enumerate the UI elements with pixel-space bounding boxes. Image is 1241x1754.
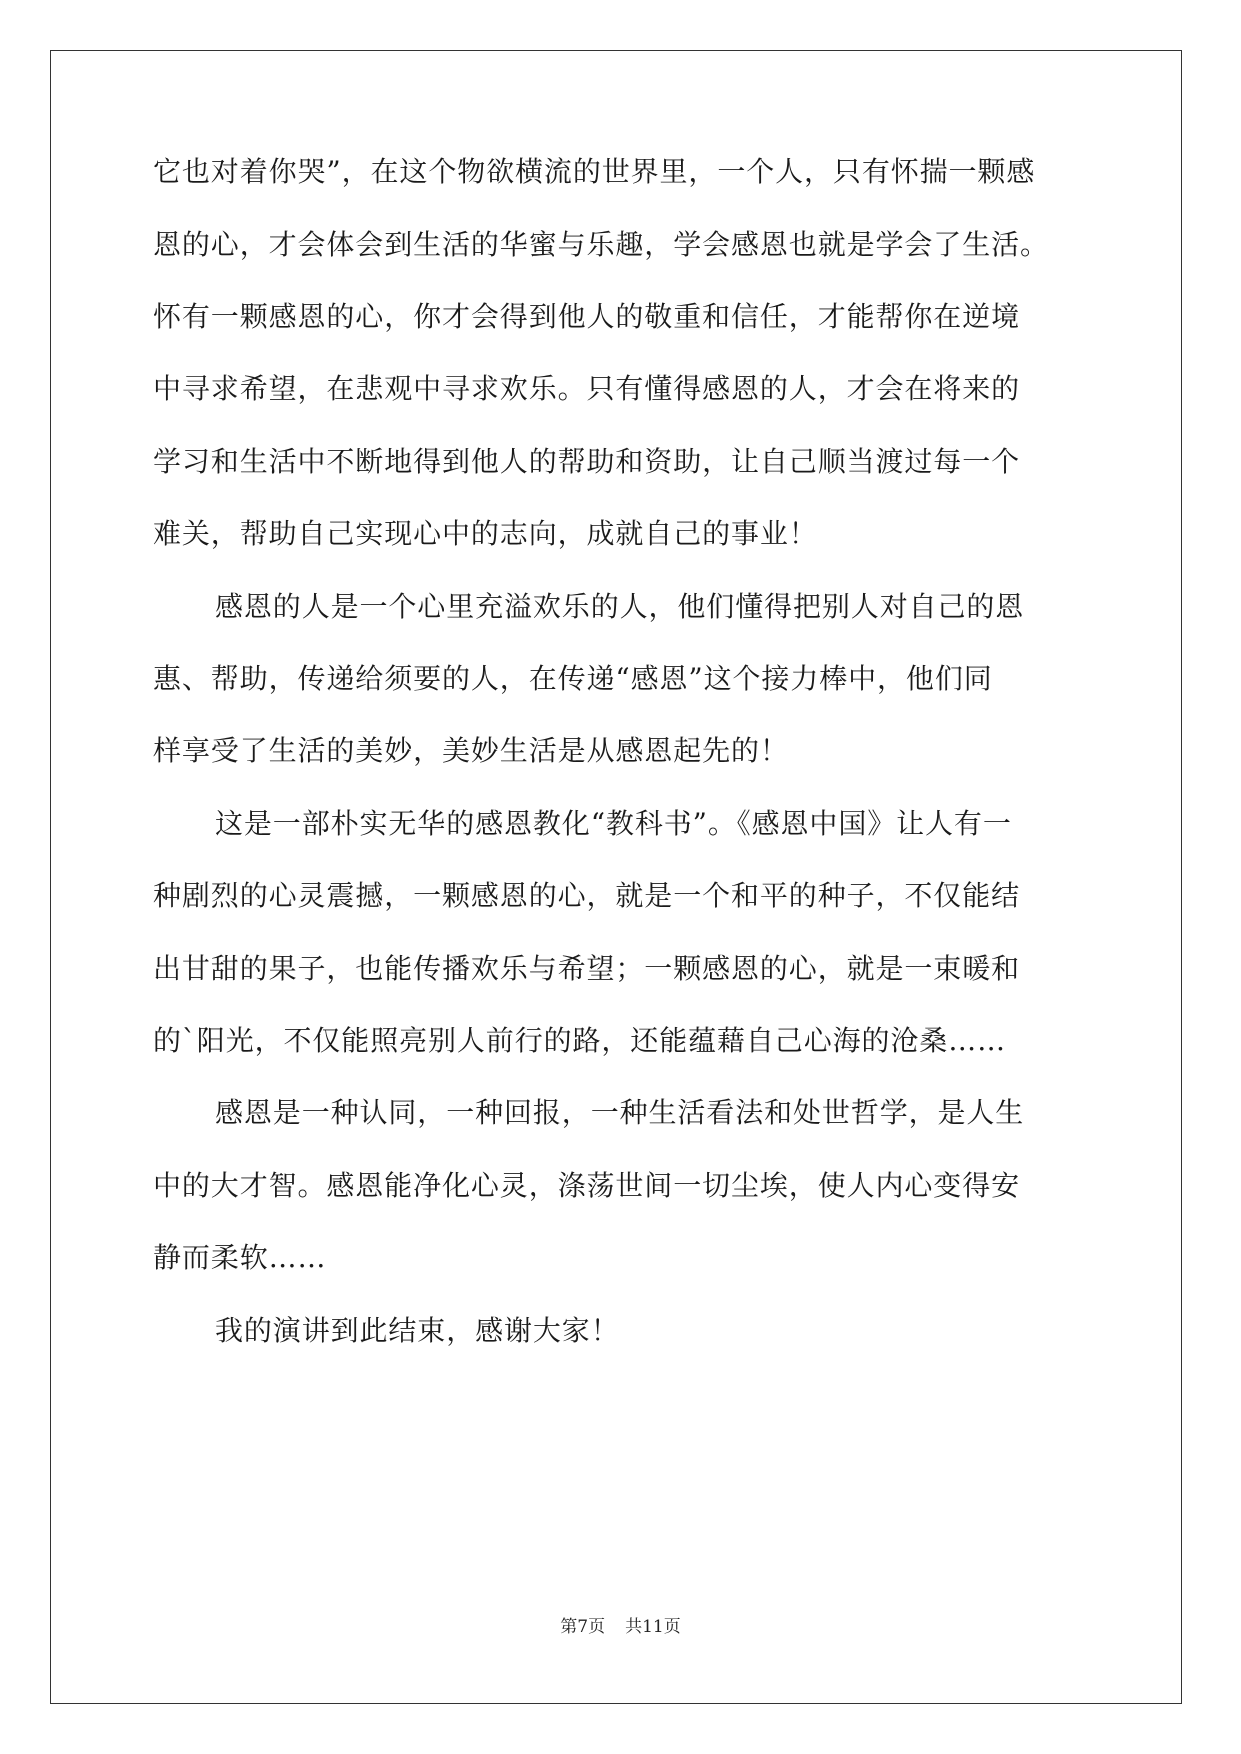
text-line: 难关，帮助自己实现心中的志向，成就自己的事业！ [153,517,818,550]
text-line: 这是一部朴实无华的感恩教化“教科书”。《感恩中国》让人有一 [215,807,1012,840]
page-total: 共11页 [625,1617,681,1637]
text-line: 怀有一颗感恩的心，你才会得到他人的敬重和信任，才能帮你在逆境 [153,300,1021,333]
page-footer [0,1615,1241,1639]
text-line: 我的演讲到此结束，感谢大家！ [215,1314,620,1347]
text-line: 样享受了生活的美妙，美妙生活是从感恩起先的！ [153,734,789,767]
text-line: 感恩是一种认同，一种回报，一种生活看法和处世哲学，是人生 [215,1096,1025,1129]
page-number: 第7页 [560,1617,606,1637]
text-line: 惠、帮助，传递给须要的人，在传递“感恩”这个接力棒中，他们同 [153,662,993,695]
text-line: 恩的心，才会体会到生活的华蜜与乐趣，学会感恩也就是学会了生活。 [153,228,1049,261]
text-line: 出甘甜的果子，也能传播欢乐与希望；一颗感恩的心，就是一束暖和 [153,952,1021,985]
text-line: 学习和生活中不断地得到他人的帮助和资助，让自己顺当渡过每一个 [153,445,1021,478]
text-line: 中的大才智。感恩能净化心灵，涤荡世间一切尘埃，使人内心变得安 [153,1169,1021,1202]
text-line: 静而柔软…… [153,1241,327,1274]
text-line: 种剧烈的心灵震撼，一颗感恩的心，就是一个和平的种子，不仅能结 [153,879,1021,912]
text-line: 感恩的人是一个心里充溢欢乐的人，他们懂得把别人对自己的恩 [215,590,1025,623]
text-line: 的`阳光，不仅能照亮别人前行的路，还能蕴藉自己心海的沧桑…… [153,1024,1007,1057]
text-line: 它也对着你哭”，在这个物欲横流的世界里，一个人，只有怀揣一颗感 [153,155,1036,188]
text-line: 中寻求希望，在悲观中寻求欢乐。只有懂得感恩的人，才会在将来的 [153,372,1021,405]
